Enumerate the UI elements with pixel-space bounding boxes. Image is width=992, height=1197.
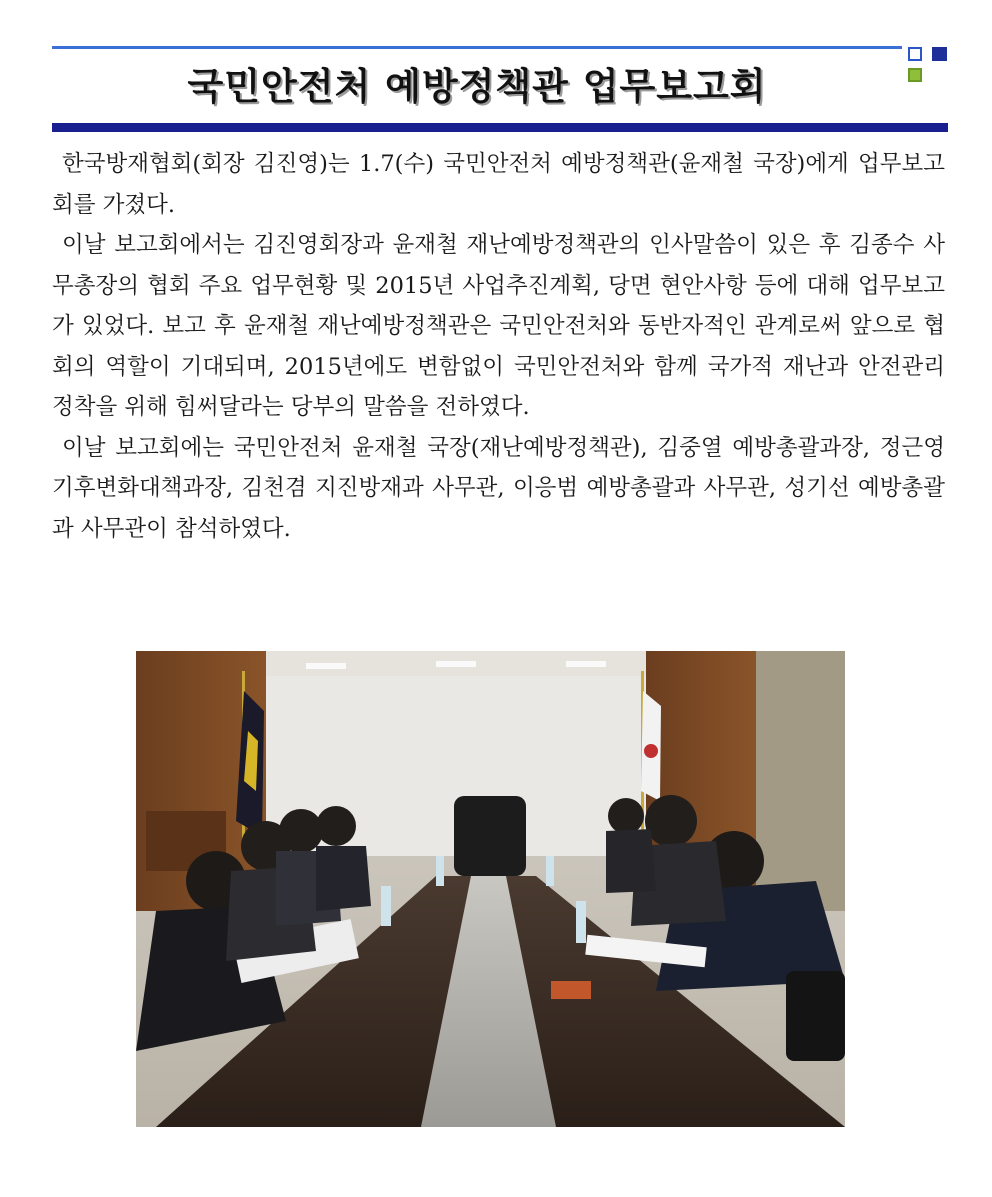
page-title: 국민안전처 예방정책관 업무보고회 bbox=[187, 65, 767, 108]
paragraph-report: 이날 보고회에서는 김진영회장과 윤재철 재난예방정책관의 인사말씀이 있은 후 김종수 사무총장의 협회 주요 업무현황 및 2015년 사업추진계획, 당면 현안사항 등에 대해 업무보고가 있었다. 보고 후 윤재철 재난예방정책관은 국민안전처와 동반자적인 관계로써 앞으로 협회의 역할이 기대되며, 2015년에도 변함없이 국민안전처와 함께 국가적 재난과 안전관리 정착을 위해 힘써달라는 당부의 말씀을 전하였다. bbox=[52, 232, 945, 420]
article-body bbox=[52, 144, 945, 549]
paragraph-attendees: 이날 보고회에는 국민안전처 윤재철 국장(재난예방정책관), 김중열 예방총괄과장, 정근영 기후변화대책과장, 김천겸 지진방재과 사무관, 이응범 예방총괄과 사무관, 성기선 예방총괄과 사무관이 참석하였다. bbox=[52, 434, 945, 542]
decorative-square-navy bbox=[932, 47, 947, 61]
top-rule bbox=[52, 46, 902, 49]
paragraph-intro: 한국방재협회(회장 김진영)는 1.7(수) 국민안전처 예방정책관(윤재철 국장)에게 업무보고회를 가졌다. bbox=[52, 151, 945, 218]
decorative-square-green bbox=[908, 68, 922, 82]
decorative-square-outline bbox=[908, 47, 922, 61]
title-underline-bar bbox=[52, 123, 948, 132]
meeting-photo bbox=[136, 651, 845, 1127]
